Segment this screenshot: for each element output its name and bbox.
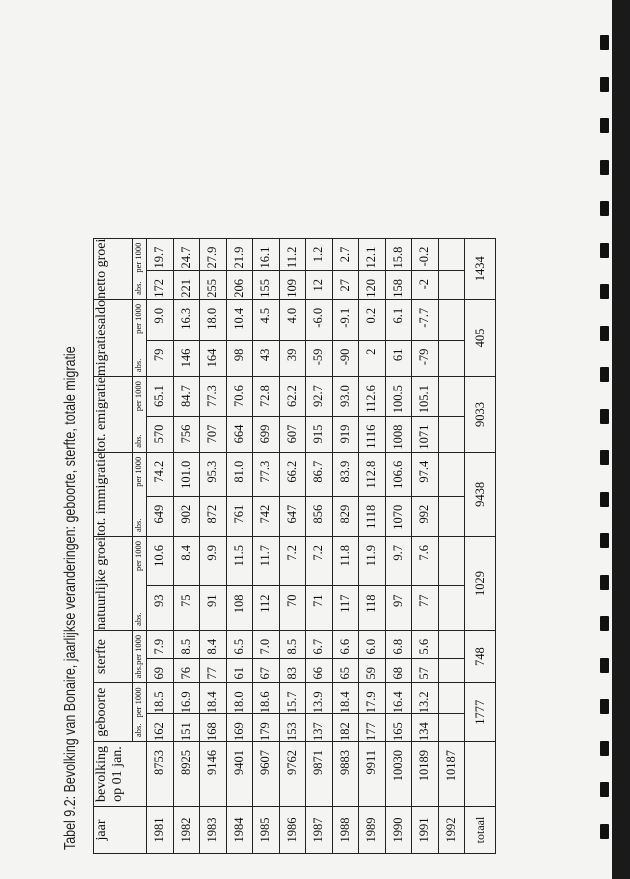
abs-label: abs. (133, 358, 143, 373)
cell-net-pm: 12.1 (359, 238, 386, 270)
cell-imm-abs: 872 (200, 496, 227, 536)
cell-nat-pm: 11.5 (226, 537, 253, 586)
cell-mig-abs (438, 340, 465, 377)
cell-mig-abs: 98 (226, 340, 253, 377)
cell-jaar: 1991 (412, 807, 439, 854)
cell-ster-pm: 8.5 (173, 630, 200, 658)
abs-label: abs. (133, 664, 143, 679)
cell-geb-pm: 16.4 (385, 683, 412, 714)
cell-nat-abs: 118 (359, 586, 386, 630)
cell-net-abs (438, 270, 465, 299)
table-row (200, 238, 227, 853)
cell-imm-abs: 647 (279, 496, 306, 536)
cell-ster-abs: 69 (147, 658, 174, 682)
cell-net-abs: 12 (306, 270, 333, 299)
cell-net-pm: 16.1 (253, 238, 280, 270)
cell-imm-abs: 1118 (359, 496, 386, 536)
subheader-netto-groei (133, 238, 147, 299)
cell-jaar: 1986 (279, 807, 306, 854)
rotated-table-area (62, 16, 602, 866)
abs-label: abs. (133, 612, 143, 626)
abs-label: abs. (133, 518, 143, 532)
table-row (173, 238, 200, 853)
binding-hole (600, 326, 609, 341)
cell-geb-pm: 17.9 (359, 683, 386, 714)
cell-emi-pm: 62.2 (279, 377, 306, 417)
cell-bev: 10189 (412, 742, 439, 807)
cell-mig-abs: 43 (253, 340, 280, 377)
cell-mig-pm (438, 299, 465, 340)
cell-emi-abs: 915 (306, 416, 333, 452)
cell-nat-pm: 10.6 (147, 537, 174, 586)
cell-mig-pm: 9.0 (147, 299, 174, 340)
cell-ster-pm: 6.8 (385, 630, 412, 658)
per1000-label: per 1000 (133, 381, 143, 412)
cell-ster-abs (438, 658, 465, 682)
cell-nat-abs (438, 586, 465, 630)
cell-geb-abs: 153 (279, 714, 306, 742)
binding-hole (600, 201, 609, 216)
cell-mig-abs: -90 (332, 340, 359, 377)
cell-net-abs: 158 (385, 270, 412, 299)
header-jaar: jaar (94, 807, 147, 854)
header-bevolking-label: bevolking (94, 746, 109, 802)
cell-geb-abs: 137 (306, 714, 333, 742)
totals-natuurlijke-groei: 1029 (465, 537, 496, 631)
header-natuurlijke-groei: natuurlijke groei (94, 537, 133, 631)
cell-emi-pm: 70.6 (226, 377, 253, 417)
cell-geb-abs: 177 (359, 714, 386, 742)
cell-emi-abs (438, 416, 465, 452)
cell-nat-abs: 93 (147, 586, 174, 630)
binding-hole (600, 699, 609, 714)
cell-mig-pm: 16.3 (173, 299, 200, 340)
cell-nat-abs: 75 (173, 586, 200, 630)
cell-imm-pm: 95.3 (200, 452, 227, 496)
cell-bev: 8753 (147, 742, 174, 807)
cell-imm-abs: 761 (226, 496, 253, 536)
cell-net-abs: 255 (200, 270, 227, 299)
cell-imm-pm (438, 452, 465, 496)
binding-hole (600, 77, 609, 92)
cell-ster-pm: 8.5 (279, 630, 306, 658)
cell-imm-abs: 742 (253, 496, 280, 536)
header-netto-groei: netto groei (94, 238, 133, 299)
cell-ster-abs: 66 (306, 658, 333, 682)
totals-row (465, 238, 496, 853)
cell-geb-pm: 18.4 (332, 683, 359, 714)
binding-hole (600, 409, 609, 424)
cell-geb-abs: 162 (147, 714, 174, 742)
totals-tot-emigratie: 9033 (465, 377, 496, 453)
cell-ster-pm: 7.0 (253, 630, 280, 658)
cell-emi-pm: 92.7 (306, 377, 333, 417)
cell-ster-pm: 7.9 (147, 630, 174, 658)
cell-mig-pm: -7.7 (412, 299, 439, 340)
cell-net-pm: 19.7 (147, 238, 174, 270)
binding-holes (600, 35, 610, 865)
table-body (147, 238, 465, 853)
table-row (359, 238, 386, 853)
binding-hole (600, 243, 609, 258)
cell-mig-pm: 6.1 (385, 299, 412, 340)
cell-emi-abs: 1008 (385, 416, 412, 452)
binding-hole (600, 741, 609, 756)
cell-net-pm: 2.7 (332, 238, 359, 270)
cell-jaar: 1983 (200, 807, 227, 854)
cell-emi-pm (438, 377, 465, 417)
cell-ster-pm (438, 630, 465, 658)
binding-hole (600, 35, 609, 50)
cell-mig-pm: 18.0 (200, 299, 227, 340)
abs-label: abs. (133, 434, 143, 448)
cell-imm-pm: 86.7 (306, 452, 333, 496)
cell-net-pm: 1.2 (306, 238, 333, 270)
cell-bev: 9871 (306, 742, 333, 807)
cell-bev: 10030 (385, 742, 412, 807)
cell-jaar: 1985 (253, 807, 280, 854)
cell-bev: 8925 (173, 742, 200, 807)
cell-net-pm: 15.8 (385, 238, 412, 270)
cell-net-abs: 109 (279, 270, 306, 299)
per1000-label: per 1000 (133, 242, 143, 273)
cell-emi-pm: 72.8 (253, 377, 280, 417)
totals-migratiesaldo: 405 (465, 299, 496, 376)
cell-ster-pm: 6.5 (226, 630, 253, 658)
header-geboorte: geboorte (94, 683, 133, 742)
cell-nat-pm (438, 537, 465, 586)
cell-jaar: 1984 (226, 807, 253, 854)
cell-geb-abs: 182 (332, 714, 359, 742)
cell-nat-pm: 9.9 (200, 537, 227, 586)
per1000-label: per 1000 (133, 634, 143, 665)
cell-emi-abs: 1071 (412, 416, 439, 452)
cell-emi-abs: 919 (332, 416, 359, 452)
cell-imm-pm: 112.8 (359, 452, 386, 496)
cell-geb-pm: 13.9 (306, 683, 333, 714)
subheader-migratiesaldo (133, 299, 147, 376)
cell-imm-pm: 106.6 (385, 452, 412, 496)
cell-geb-abs: 179 (253, 714, 280, 742)
cell-net-pm: 11.2 (279, 238, 306, 270)
cell-imm-pm: 81.0 (226, 452, 253, 496)
cell-ster-pm: 8.4 (200, 630, 227, 658)
cell-bev: 9401 (226, 742, 253, 807)
cell-jaar: 1981 (147, 807, 174, 854)
cell-jaar: 1988 (332, 807, 359, 854)
binding-hole (600, 658, 609, 673)
table-row (279, 238, 306, 853)
binding-hole (600, 160, 609, 175)
abs-label: abs. (133, 723, 143, 737)
cell-bev: 9883 (332, 742, 359, 807)
cell-mig-abs: 39 (279, 340, 306, 377)
cell-emi-pm: 105.1 (412, 377, 439, 417)
cell-mig-abs: -79 (412, 340, 439, 377)
totals-label: totaal (465, 807, 496, 854)
binding-hole (600, 782, 609, 797)
cell-emi-pm: 93.0 (332, 377, 359, 417)
table-row (253, 238, 280, 853)
cell-geb-abs: 168 (200, 714, 227, 742)
totals-sterfte: 748 (465, 630, 496, 682)
cell-nat-abs: 108 (226, 586, 253, 630)
cell-jaar: 1987 (306, 807, 333, 854)
cell-net-abs: -2 (412, 270, 439, 299)
cell-jaar: 1982 (173, 807, 200, 854)
cell-bev: 9762 (279, 742, 306, 807)
cell-emi-abs: 607 (279, 416, 306, 452)
totals-tot-immigratie: 9438 (465, 452, 496, 536)
cell-imm-pm: 74.2 (147, 452, 174, 496)
table-caption: Tabel 9.2: Bevolking van Bonaire, jaarlijkse veranderingen: geboorte, sterfte, totale migratie (62, 346, 79, 850)
cell-geb-pm: 18.4 (200, 683, 227, 714)
cell-net-abs: 155 (253, 270, 280, 299)
cell-emi-pm: 65.1 (147, 377, 174, 417)
cell-nat-pm: 7.2 (306, 537, 333, 586)
cell-imm-abs: 992 (412, 496, 439, 536)
cell-nat-abs: 91 (200, 586, 227, 630)
binding-hole (600, 367, 609, 382)
cell-ster-abs: 57 (412, 658, 439, 682)
cell-mig-pm: 4.5 (253, 299, 280, 340)
totals-geboorte: 1777 (465, 683, 496, 742)
cell-nat-pm: 11.7 (253, 537, 280, 586)
cell-geb-abs: 169 (226, 714, 253, 742)
header-bevolking (94, 742, 147, 807)
cell-net-pm: 24.7 (173, 238, 200, 270)
cell-nat-abs: 112 (253, 586, 280, 630)
header-migratiesaldo: migratiesaldo (94, 299, 133, 376)
cell-ster-abs: 76 (173, 658, 200, 682)
cell-emi-pm: 112.6 (359, 377, 386, 417)
cell-imm-abs: 649 (147, 496, 174, 536)
binding-hole (600, 575, 609, 590)
cell-imm-pm: 66.2 (279, 452, 306, 496)
subheader-tot-emigratie (133, 377, 147, 453)
cell-emi-abs: 664 (226, 416, 253, 452)
cell-nat-abs: 71 (306, 586, 333, 630)
cell-ster-pm: 5.6 (412, 630, 439, 658)
cell-imm-pm: 77.3 (253, 452, 280, 496)
cell-geb-pm: 18.0 (226, 683, 253, 714)
header-sterfte: sterfte (94, 630, 133, 682)
subheader-sterfte (133, 630, 147, 682)
cell-mig-pm: 10.4 (226, 299, 253, 340)
cell-geb-abs: 165 (385, 714, 412, 742)
cell-ster-abs: 59 (359, 658, 386, 682)
cell-ster-pm: 6.7 (306, 630, 333, 658)
binding-hole (600, 533, 609, 548)
cell-ster-abs: 83 (279, 658, 306, 682)
cell-jaar: 1989 (359, 807, 386, 854)
cell-bev: 9146 (200, 742, 227, 807)
cell-imm-pm: 97.4 (412, 452, 439, 496)
cell-bev: 10187 (438, 742, 465, 807)
cell-imm-pm: 83.9 (332, 452, 359, 496)
cell-bev: 9911 (359, 742, 386, 807)
cell-net-abs: 206 (226, 270, 253, 299)
binding-hole (600, 492, 609, 507)
cell-nat-abs: 97 (385, 586, 412, 630)
cell-geb-pm (438, 683, 465, 714)
cell-imm-abs: 1070 (385, 496, 412, 536)
cell-net-abs: 120 (359, 270, 386, 299)
cell-geb-abs: 134 (412, 714, 439, 742)
per1000-label: per 1000 (133, 687, 143, 718)
cell-ster-pm: 6.0 (359, 630, 386, 658)
cell-emi-pm: 77.3 (200, 377, 227, 417)
cell-net-abs: 221 (173, 270, 200, 299)
cell-nat-pm: 11.8 (332, 537, 359, 586)
table-row (385, 238, 412, 853)
cell-net-pm: -0.2 (412, 238, 439, 270)
cell-imm-pm: 101.0 (173, 452, 200, 496)
totals-bevolking (465, 742, 496, 807)
subheader-natuurlijke-groei (133, 537, 147, 631)
cell-geb-pm: 13.2 (412, 683, 439, 714)
cell-nat-abs: 77 (412, 586, 439, 630)
cell-imm-abs: 829 (332, 496, 359, 536)
table-row (412, 238, 439, 853)
cell-bev: 9607 (253, 742, 280, 807)
cell-imm-abs: 902 (173, 496, 200, 536)
cell-emi-abs: 707 (200, 416, 227, 452)
cell-imm-abs: 856 (306, 496, 333, 536)
cell-mig-abs: 2 (359, 340, 386, 377)
cell-mig-pm: 4.0 (279, 299, 306, 340)
table-row (332, 238, 359, 853)
cell-mig-abs: -59 (306, 340, 333, 377)
cell-geb-pm: 18.5 (147, 683, 174, 714)
binding-hole (600, 824, 609, 839)
cell-imm-abs (438, 496, 465, 536)
table-row (438, 238, 465, 853)
subheader-tot-immigratie (133, 452, 147, 536)
cell-net-pm: 27.9 (200, 238, 227, 270)
cell-ster-abs: 68 (385, 658, 412, 682)
cell-geb-pm: 16.9 (173, 683, 200, 714)
binding-hole (600, 284, 609, 299)
cell-ster-pm: 6.6 (332, 630, 359, 658)
population-table (93, 238, 496, 854)
cell-net-pm (438, 238, 465, 270)
cell-geb-abs (438, 714, 465, 742)
cell-jaar: 1992 (438, 807, 465, 854)
cell-emi-abs: 756 (173, 416, 200, 452)
table-row (306, 238, 333, 853)
cell-emi-pm: 84.7 (173, 377, 200, 417)
cell-emi-abs: 1116 (359, 416, 386, 452)
cell-ster-abs: 77 (200, 658, 227, 682)
cell-nat-abs: 117 (332, 586, 359, 630)
cell-mig-abs: 79 (147, 340, 174, 377)
cell-mig-abs: 61 (385, 340, 412, 377)
abs-label: abs. (133, 281, 143, 295)
cell-emi-abs: 570 (147, 416, 174, 452)
cell-jaar: 1990 (385, 807, 412, 854)
cell-mig-abs: 146 (173, 340, 200, 377)
binding-hole (600, 450, 609, 465)
cell-nat-pm: 11.9 (359, 537, 386, 586)
per1000-label: per 1000 (133, 541, 143, 571)
totals-netto-groei: 1434 (465, 238, 496, 299)
cell-mig-pm: 0.2 (359, 299, 386, 340)
binding-hole (600, 616, 609, 631)
cell-ster-abs: 67 (253, 658, 280, 682)
cell-geb-pm: 18.6 (253, 683, 280, 714)
cell-mig-pm: -6.0 (306, 299, 333, 340)
per1000-label: per 1000 (133, 456, 143, 487)
cell-mig-pm: -9.1 (332, 299, 359, 340)
cell-nat-pm: 8.4 (173, 537, 200, 586)
subheader-geboorte (133, 683, 147, 742)
cell-nat-abs: 70 (279, 586, 306, 630)
binding-hole (600, 118, 609, 133)
cell-geb-abs: 151 (173, 714, 200, 742)
header-bevolking-sub: op 01 jan. (110, 746, 125, 802)
cell-nat-pm: 7.2 (279, 537, 306, 586)
cell-emi-abs: 699 (253, 416, 280, 452)
header-tot-immigratie: tot. immigratie (94, 452, 133, 536)
cell-net-abs: 172 (147, 270, 174, 299)
table-row (147, 238, 174, 853)
cell-mig-abs: 164 (200, 340, 227, 377)
cell-ster-abs: 65 (332, 658, 359, 682)
cell-ster-abs: 61 (226, 658, 253, 682)
header-tot-emigratie: tot. emigratie (94, 377, 133, 453)
cell-net-abs: 27 (332, 270, 359, 299)
cell-emi-pm: 100.5 (385, 377, 412, 417)
cell-nat-pm: 9.7 (385, 537, 412, 586)
table-row (226, 238, 253, 853)
cell-nat-pm: 7.6 (412, 537, 439, 586)
cell-geb-pm: 15.7 (279, 683, 306, 714)
per1000-label: per 1000 (133, 303, 143, 334)
cell-net-pm: 21.9 (226, 238, 253, 270)
